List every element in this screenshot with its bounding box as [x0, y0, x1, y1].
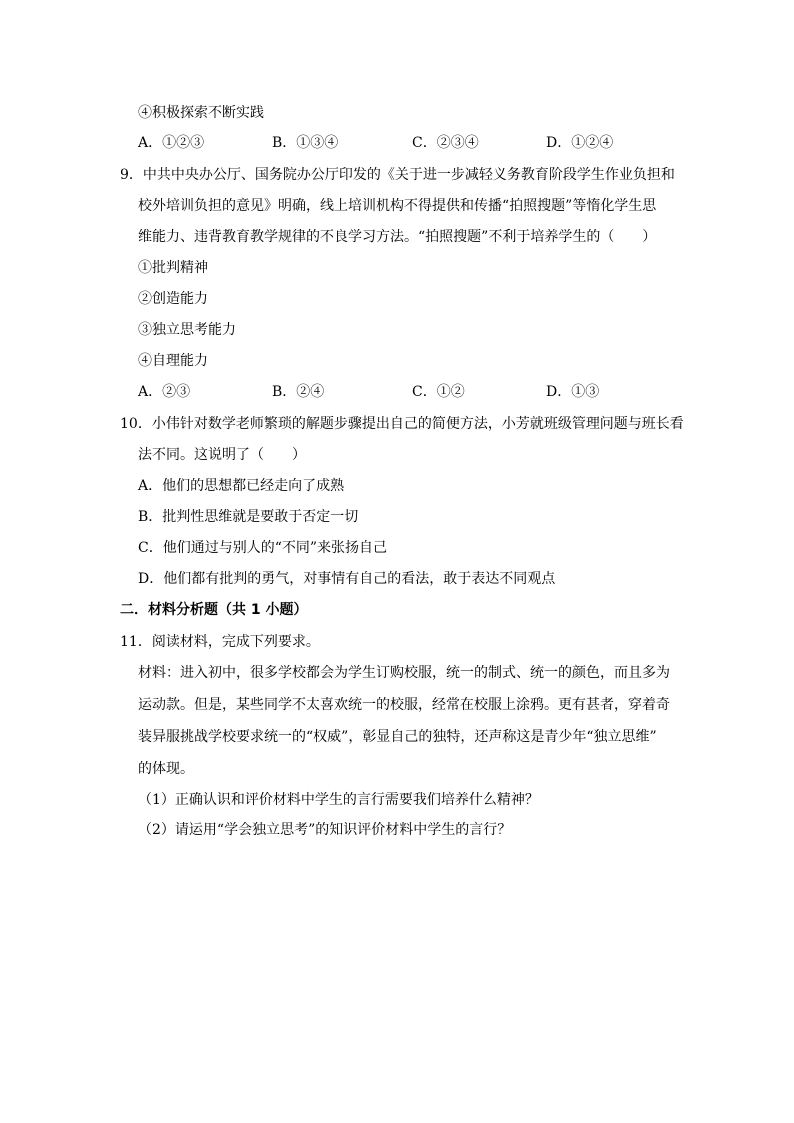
q9-option-c: C．①② [412, 384, 465, 400]
q9-option-a: A．②③ [138, 384, 191, 400]
q9-option-d: D．①③ [546, 384, 600, 400]
q11-intro: 11．阅读材料，完成下列要求。 [120, 634, 320, 650]
q10-stem-line2: 法不同。这说明了（ ） [138, 447, 306, 463]
q11-material-line2: 运动款。但是，某些同学不太喜欢统一的校服，经常在校服上涂鸦。更有甚者，穿着奇 [138, 697, 670, 713]
q9-stem-line3: 维能力、违背教育教学规律的不良学习方法。“拍照搜题”不利于培养学生的（ ） [138, 229, 657, 245]
q10-option-c: C．他们通过与别人的“不同”来张扬自己 [138, 540, 388, 556]
q9-statement-2: ②创造能力 [138, 291, 208, 307]
q8-option-d: D．①②④ [546, 135, 614, 151]
q9-stem-line1: 9．中共中央办公厅、国务院办公厅印发的《关于进一步减轻义务教育阶段学生作业负担和 [120, 167, 675, 183]
q9-statement-3: ③独立思考能力 [138, 322, 236, 338]
q8-option-a: A．①②③ [138, 135, 205, 151]
q9-statement-1: ①批判精神 [138, 260, 208, 276]
q10-option-d: D．他们都有批判的勇气，对事情有自己的看法，敢于表达不同观点 [138, 571, 556, 587]
q9-statement-4: ④自理能力 [138, 353, 208, 369]
q10-option-b: B．批判性思维就是要敢于否定一切 [138, 509, 359, 525]
q10-option-a: A．他们的思想都已经走向了成熟 [138, 478, 345, 494]
q11-material-line4: 的体现。 [138, 761, 194, 777]
q8-option-c: C．②③④ [412, 135, 479, 151]
q8-option-b: B．①③④ [272, 135, 339, 151]
q11-subquestion-2: （2）请运用“学会独立思考”的知识评价材料中学生的言行？ [138, 822, 512, 838]
q11-subquestion-1: （1）正确认识和评价材料中学生的言行需要我们培养什么精神？ [138, 792, 539, 808]
q10-stem-line1: 10．小伟针对数学老师繁琐的解题步骤提出自己的简便方法，小芳就班级管理问题与班长看 [120, 416, 684, 432]
q9-option-b: B．②④ [272, 384, 325, 400]
q8-statement-4: ④积极探索不断实践 [138, 105, 264, 121]
q9-stem-line2: 校外培训负担的意见》明确，线上培训机构不得提供和传播“拍照搜题”等惰化学生思 [138, 198, 657, 214]
q11-material-line1: 材料：进入初中，很多学校都会为学生订购校服，统一的制式、统一的颜色，而且多为 [138, 665, 670, 681]
section-heading: 二．材料分析题（共 1 小题） [120, 602, 308, 618]
q11-material-line3: 装异服挑战学校要求统一的“权威”，彰显自己的独特，还声称这是青少年“独立思维” [138, 729, 657, 745]
